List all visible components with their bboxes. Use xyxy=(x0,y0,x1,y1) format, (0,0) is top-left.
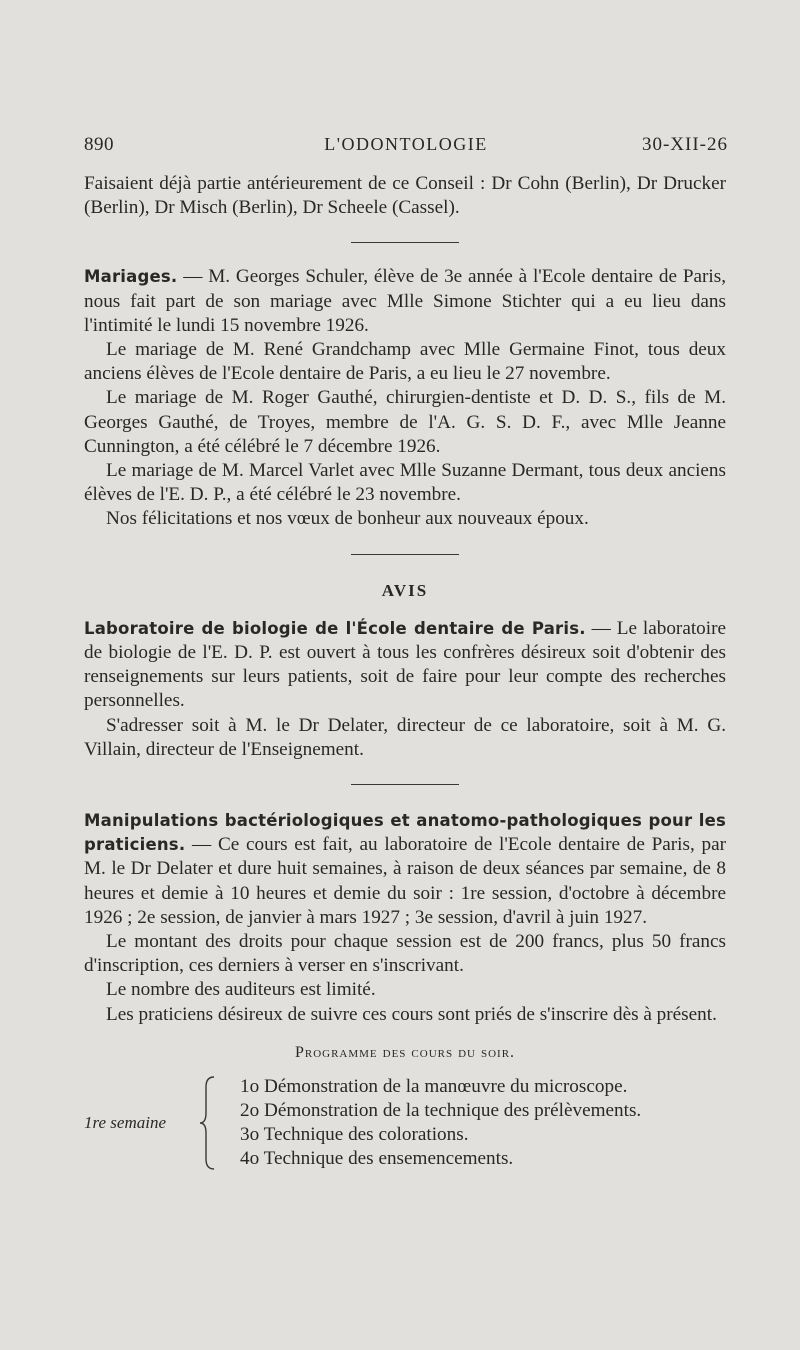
programme-items xyxy=(240,1075,726,1171)
journal-title: L'ODONTOLOGIE xyxy=(324,134,488,154)
intro-paragraph: Faisaient déjà partie antérieurement de ce Conseil : Dr Cohn (Berlin), Dr Drucker (Berlin), Dr Misch (Berlin), Dr Scheele (Cassel). xyxy=(84,173,726,219)
manipulations-paragraph-2: Le montant des droits pour chaque session est de 200 francs, plus 50 francs d'inscription, ces derniers à verser en s'inscrivant. xyxy=(84,931,726,977)
manipulations-text-1: — Ce cours est fait, au laboratoire de l'Ecole dentaire de Paris, par M. le Dr Delater et dure huit semaines, à raison de deux séances par semaine, de 8 heures et demie à 10 heures et demie du soir : 1re session, d'octobre à décembre 1926 ; 2e session, de janvier à mars 1927 ; 3e session, d'avril à juin 1927. xyxy=(84,834,726,928)
programme-item: 3o Technique des colorations. xyxy=(240,1124,469,1146)
avis-title: AVIS xyxy=(381,580,429,600)
brace-icon xyxy=(192,1075,240,1171)
manipulations-heading: Manipulations bactériologiques et anatomo-pathologiques pour les praticiens. xyxy=(84,811,726,855)
programme-item: 2o Démonstration de la technique des prélèvements. xyxy=(240,1100,642,1122)
page-number: 890 xyxy=(84,134,114,155)
mariages-paragraph-4: Le mariage de M. Marcel Varlet avec Mlle Suzanne Dermant, tous deux anciens élèves de l'E. D. P., a été célébré le 23 novembre. xyxy=(84,460,726,506)
mariages-paragraph-1 xyxy=(84,265,726,338)
manipulations-paragraph-3: Le nombre des auditeurs est limité. xyxy=(106,979,376,1001)
mariages-paragraph-3: Le mariage de M. Roger Gauthé, chirurgien-dentiste et D. D. S., fils de M. Georges Gauthé, de Troyes, membre de l'A. G. S. D. F., avec Mlle Jeanne Cunnington, a été célébré le 7 décembre 1926. xyxy=(84,387,726,457)
mariages-paragraph-5: Nos félicitations et nos vœux de bonheur aux nouveaux époux. xyxy=(106,508,589,530)
avis-paragraph-2: S'adresser soit à M. le Dr Delater, directeur de ce laboratoire, soit à M. G. Villain, directeur de l'Enseignement. xyxy=(84,714,726,760)
avis-paragraph-1 xyxy=(84,617,726,714)
programme-title: Programme des cours du soir. xyxy=(294,1043,516,1061)
section-divider xyxy=(351,242,459,243)
running-header xyxy=(84,134,728,164)
section-divider xyxy=(351,554,459,555)
programme-item: 4o Technique des ensemencements. xyxy=(240,1148,514,1170)
article-body xyxy=(84,172,726,1171)
mariages-paragraph-2: Le mariage de M. René Grandchamp avec Mlle Germaine Finot, tous deux anciens élèves de l'Ecole dentaire de Paris, a eu lieu le 27 novembre. xyxy=(84,339,726,385)
avis-text-1: — Le laboratoire de biologie de l'E. D. P. est ouvert à tous les confrères désireux soit d'obtenir des renseignements sur leurs patients, soit de faire pour leur compte des recherches personnelles. xyxy=(84,617,727,712)
programme-week xyxy=(84,1075,726,1171)
mariages-text-1: — M. Georges Schuler, élève de 3e année à l'Ecole dentaire de Paris, nous fait part de son mariage avec Mlle Simone Stichter qui a eu lieu dans l'intimité le lundi 15 novembre 1926. xyxy=(84,266,726,336)
week-label: 1re semaine xyxy=(84,1112,166,1132)
mariages-heading: Mariages. xyxy=(84,267,178,287)
manipulations-paragraph-4: Les praticiens désireux de suivre ces cours sont priés de s'inscrire dès à présent. xyxy=(106,1003,717,1025)
laboratoire-heading: Laboratoire de biologie de l'École dentaire de Paris. xyxy=(84,618,586,638)
issue-date: 30-XII-26 xyxy=(641,134,728,155)
section-divider xyxy=(351,784,459,785)
programme-item: 1o Démonstration de la manœuvre du microscope. xyxy=(240,1076,628,1098)
manipulations-paragraph-1 xyxy=(84,809,726,930)
